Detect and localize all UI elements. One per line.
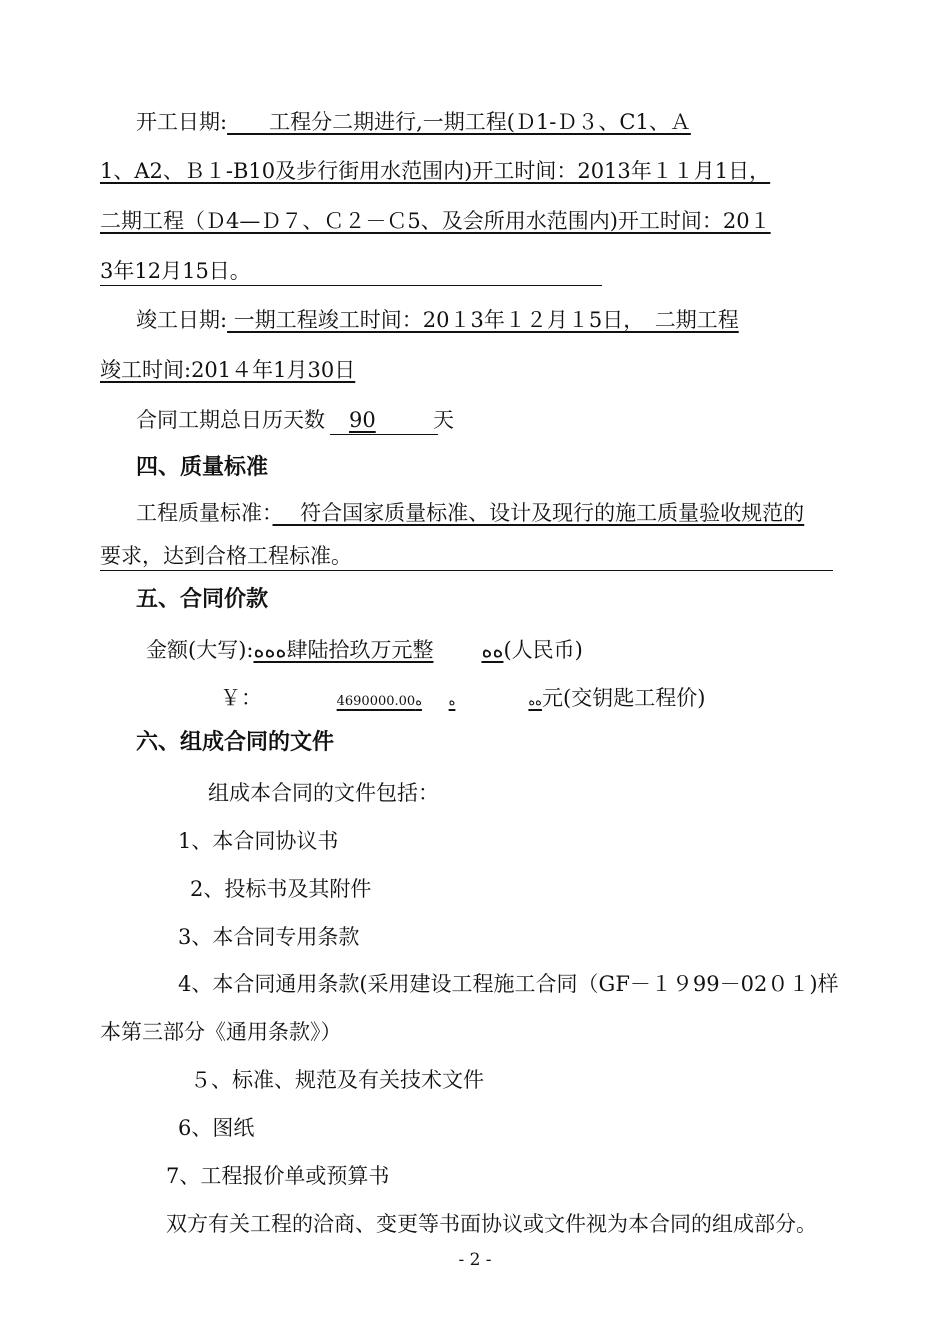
documents-item-7: 7、工程报价单或预算书	[166, 1164, 390, 1188]
quality-text-2: 要求，达到合格工程标准。	[100, 544, 352, 568]
quality-line-1	[136, 499, 804, 527]
documents-item-5: ５、标准、规范及有关技术文件	[190, 1068, 484, 1092]
documents-item-4-line-2: 本第三部分《通用条款》）	[100, 1020, 342, 1044]
yen-value: 4690000.00ﻩ	[336, 694, 422, 709]
amount-label: 金额(大写):	[146, 638, 254, 662]
amount-words-tail: ﻩﻩ	[481, 638, 504, 662]
total-days-underline	[330, 434, 438, 435]
documents-item-1: 1、本合同协议书	[178, 829, 339, 853]
yen-label: ￥：	[220, 686, 262, 710]
total-days-line	[136, 406, 454, 434]
start-date-underline	[100, 285, 602, 286]
finish-date-text-1: 一期工程竣工时间：20１3年１２月１5日， 二期工程	[227, 308, 739, 332]
quality-line-2	[100, 542, 352, 570]
amount-words-line	[146, 636, 583, 664]
documents-intro: 组成本合同的文件包括：	[208, 781, 439, 805]
total-days-unit: 天	[433, 408, 454, 432]
quality-underline	[100, 570, 833, 571]
quality-heading: 四、质量标准	[136, 455, 269, 480]
quality-label: 工程质量标准：	[136, 501, 273, 525]
amount-figures-line	[220, 684, 705, 716]
documents-heading: 六、组成合同的文件	[136, 730, 335, 755]
finish-date-label: 竣工日期:	[136, 308, 228, 332]
documents-closing: 双方有关工程的洽商、变更等书面协议或文件视为本合同的组成部分。	[166, 1212, 817, 1236]
start-date-line-1	[136, 108, 691, 136]
amount-words: ﻩﻩﻩ肆陆拾玖万元整	[253, 638, 434, 662]
documents-item-6: 6、图纸	[178, 1116, 255, 1140]
total-days-label: 合同工期总日历天数	[136, 408, 325, 432]
finish-date-line-1	[136, 306, 739, 334]
start-date-text-2: 1、A2、Ｂ１-B10及步行街用水范围内)开工时间：2013年１１月1日，	[100, 159, 771, 183]
start-date-line-4	[100, 257, 251, 285]
documents-item-3: 3、本合同专用条款	[178, 925, 360, 949]
documents-item-2: 2、投标书及其附件	[190, 877, 372, 901]
documents-item-4-line-1: 4、本合同通用条款(采用建设工程施工合同（GF－１９99－02０１)样	[178, 972, 839, 996]
start-date-label: 开工日期:	[136, 110, 228, 134]
yen-mid: ﻩ	[448, 694, 456, 709]
amount-currency: (人民币)	[503, 638, 583, 662]
price-heading: 五、合同价款	[136, 587, 269, 612]
yen-suffix: 元(交钥匙工程价)	[542, 686, 706, 710]
total-days-value: 90	[349, 408, 376, 432]
start-date-text-4: 3年12月15日。	[100, 259, 251, 283]
finish-date-text-2: 竣工时间:201４年1月30日	[100, 358, 356, 382]
yen-tail: ﻩﻩ	[528, 694, 542, 709]
quality-text-1: 符合国家质量标准、设计及现行的施工质量验收规范的	[272, 501, 805, 525]
start-date-text-3: 二期工程（Ｄ4—Ｄ７、Ｃ２－Ｃ5、及会所用水范围内)开工时间：20１	[100, 209, 771, 233]
start-date-text-1: 工程分二期进行,一期工程(Ｄ1-Ｄ３、C1、Ａ	[227, 110, 691, 134]
page-number: - 2 -	[458, 1250, 492, 1270]
